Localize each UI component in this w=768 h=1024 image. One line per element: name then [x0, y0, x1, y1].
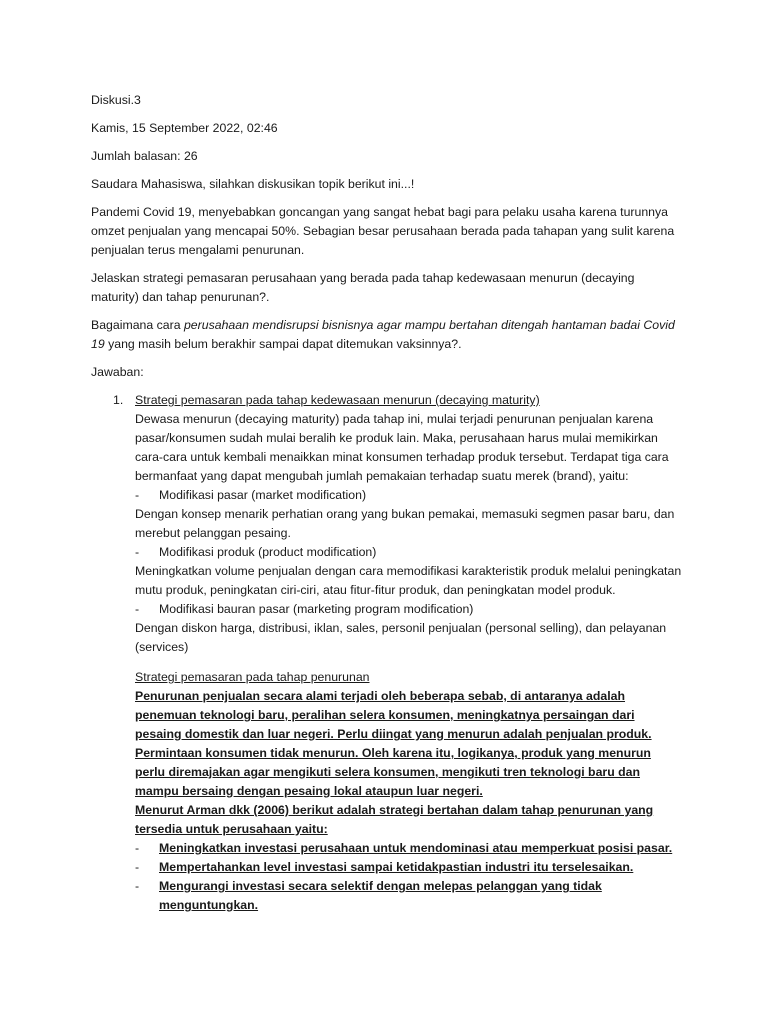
strategy-text: Mengurangi investasi secara selektif dengan melepas pelanggan yang tidak menguntungkan. [159, 879, 602, 912]
strategy-text: Meningkatkan investasi perusahaan untuk mendominasi atau memperkuat posisi pasar. [159, 841, 673, 855]
intro-paragraph-2: Jelaskan strategi pemasaran perusahaan yang berada pada tahap kedewasaan menurun (decaying maturity) dan tahap penurunan?. [91, 271, 635, 304]
item1-title: Strategi pemasaran pada tahap kedewasaan menurun (decaying maturity) [135, 393, 540, 407]
answer-label: Jawaban: [91, 365, 144, 379]
strategy-text: Mempertahankan level investasi sampai ketidakpastian industri itu terselesaikan. [159, 860, 634, 874]
dash-bullet: - [135, 488, 140, 502]
greeting: Saudara Mahasiswa, silahkan diskusikan topik berikut ini...! [91, 177, 415, 191]
dash-bullet: - [135, 602, 140, 616]
section-gap [135, 657, 682, 668]
dash-bullet: - [135, 879, 140, 893]
point-product-modification [135, 543, 682, 562]
post-date: Kamis, 15 September 2022, 02:46 [91, 121, 278, 135]
p3-part-italic: perusahaan mendisrupsi bisnisnya agar mampu bertahan ditengah hantaman badai Covid 19 [91, 318, 675, 351]
point-desc: Meningkatkan volume penjualan dengan cara memodifikasi karakteristik produk melalui peningkatan mutu produk, peningkatan ciri-ciri, atau fitur-fitur produk, dan peningkatan model produk. [135, 564, 682, 597]
p3-part-c: yang masih belum berakhir sampai dapat ditemukan vaksinnya?. [104, 337, 462, 351]
answer-item-1 [91, 391, 682, 915]
document-title: Diskusi.3 [91, 93, 141, 107]
decline-strategy-2 [135, 858, 682, 877]
point-desc: Dengan diskon harga, distribusi, iklan, sales, personil penjualan (personal selling), dan pelayanan (services) [135, 621, 667, 654]
point-label: Modifikasi produk (product modification) [159, 545, 377, 559]
point-marketing-mix-modification [135, 600, 682, 619]
point-market-modification [135, 486, 682, 505]
dash-bullet: - [135, 545, 140, 559]
answer-list [91, 391, 682, 915]
point-label: Modifikasi bauran pasar (marketing program modification) [159, 602, 474, 616]
section2-intro: Menurut Arman dkk (2006) berikut adalah strategi bertahan dalam tahap penurunan yang tersedia untuk perusahaan yaitu: [135, 803, 654, 836]
dash-bullet: - [135, 860, 140, 874]
p3-part-a: Bagaimana cara [91, 318, 184, 332]
section2-body: Penurunan penjualan secara alami terjadi oleh beberapa sebab, di antaranya adalah penemuan teknologi baru, peralihan selera konsumen, meningkatnya persaingan dari pesaing domestik dan luar negeri. Perlu diingat yang menurun adalah penjualan produk. Permintaan konsumen tidak menurun. Oleh karena itu, logikanya, produk yang menurun perlu diremajakan agar mengikuti selera konsumen, mengikuti tren teknologi baru dan mampu bersaing dengan pesaing lokal ataupun luar negeri. [135, 689, 652, 798]
item1-body: Dewasa menurun (decaying maturity) pada tahap ini, mulai terjadi penurunan penjualan karena pasar/konsumen sudah mulai beralih ke produk lain. Maka, perusahaan harus mulai memikirkan cara-cara untuk kembali menaikkan minat konsumen terhadap produk tersebut. Terdapat tiga cara bermanfaat yang dapat mengubah jumlah pemakaian terhadap suatu merek (brand), yaitu: [135, 412, 669, 483]
item-number: 1. [113, 393, 124, 407]
dash-bullet: - [135, 841, 140, 855]
intro-paragraph-3 [91, 316, 682, 354]
point-desc: Dengan konsep menarik perhatian orang yang bukan pemakai, memasuki segmen pasar baru, dan merebut pelanggan pesaing. [135, 507, 675, 540]
reply-count: Jumlah balasan: 26 [91, 149, 198, 163]
decline-strategy-3 [135, 877, 682, 915]
intro-paragraph-1: Pandemi Covid 19, menyebabkan goncangan yang sangat hebat bagi para pelaku usaha karena turunnya omzet penjualan yang mencapai 50%. Sebagian besar perusahaan berada pada tahapan yang sulit karena penjualan terus mengalami penurunan. [91, 205, 675, 257]
decline-strategy-1 [135, 839, 682, 858]
section2-title: Strategi pemasaran pada tahap penurunan [135, 670, 370, 684]
point-label: Modifikasi pasar (market modification) [159, 488, 367, 502]
